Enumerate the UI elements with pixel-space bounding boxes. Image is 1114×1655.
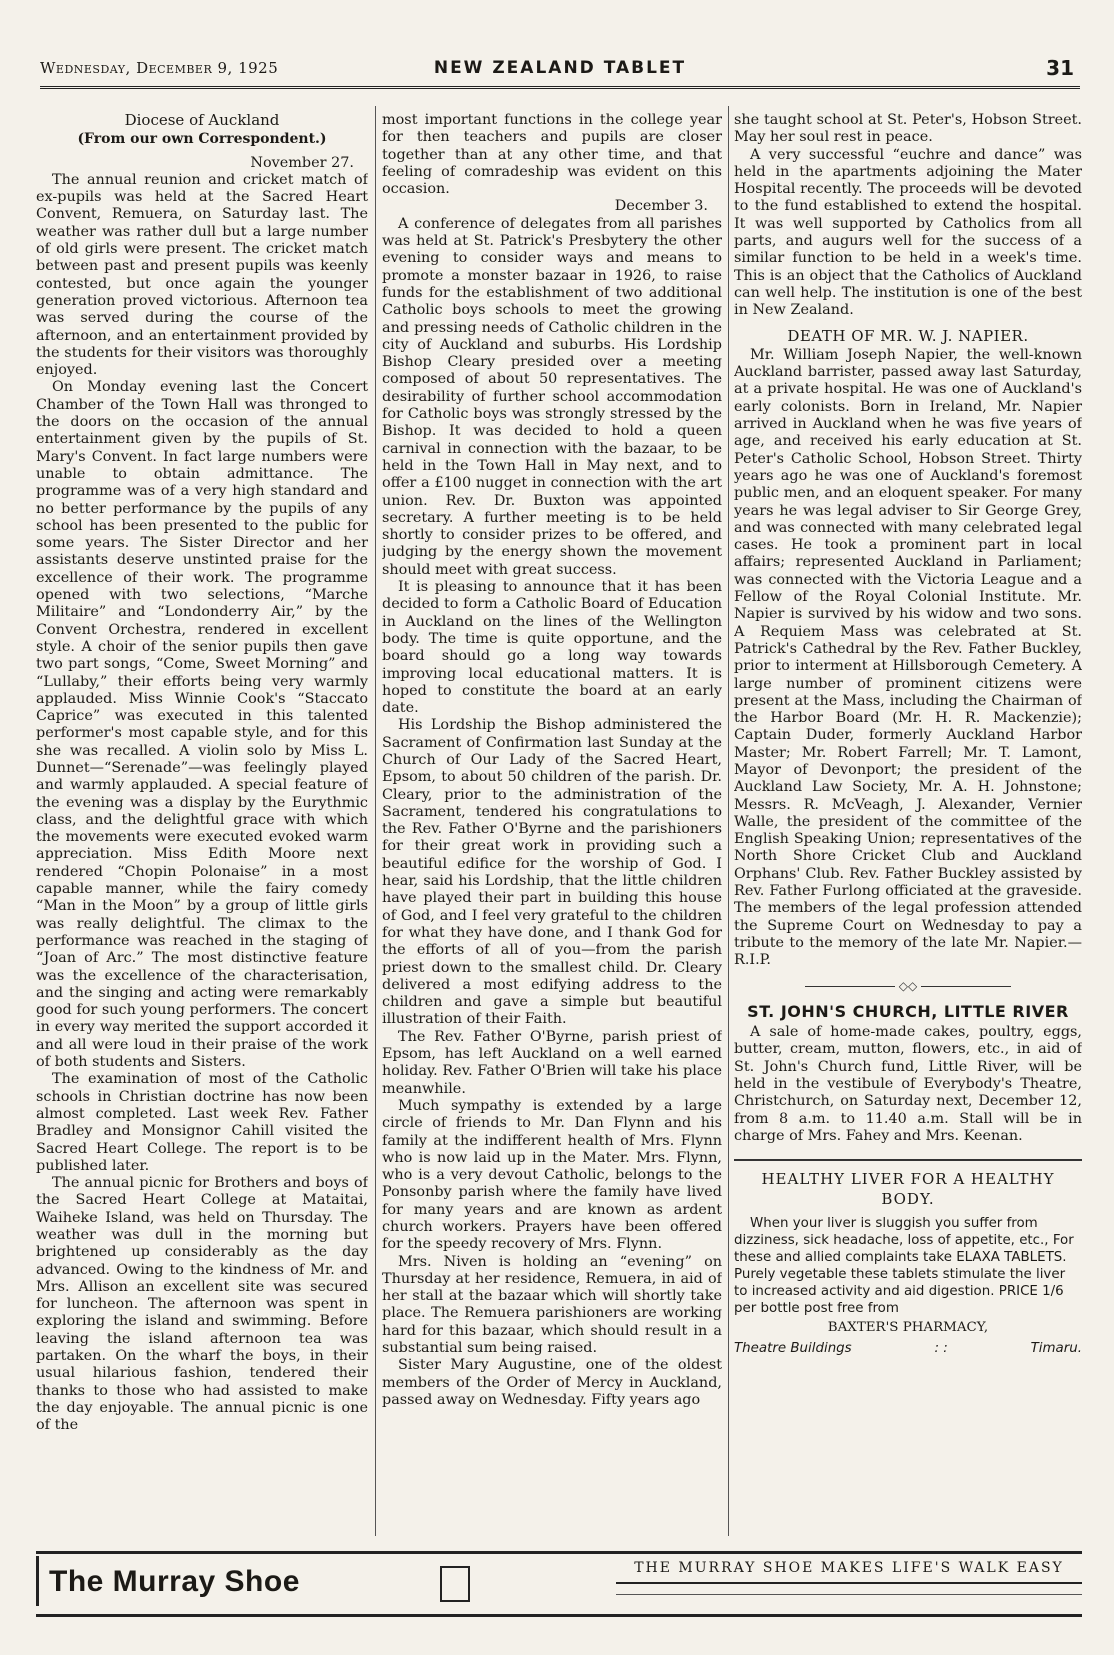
paragraph: The Rev. Father O'Byrne, parish priest of Epsom, has left Auckland on a well earned holiday. Rev. Father O'Brien will take his place meanwhile. [382, 1028, 722, 1097]
paragraph: The annual picnic for Brothers and boys of the Sacred Heart College at Mataitai, Waiheke Island, was held on Thursday. The weather was dull in the morning but brightened up considerably as the day advanced. Owing to the kindness of Mr. and Mrs. Allison an excellent site was secured for luncheon. The afternoon was spent in exploring the island and swimming. Before leaving the island afternoon tea was partaken. On the wharf the boys, in their usual hilarious fashion, tendered their thanks to those who had assisted to make the day enjoyable. The annual picnic is one of the [36, 1175, 368, 1434]
dateline: December 3. [614, 198, 708, 215]
ad-address-right: Timaru. [1030, 1341, 1082, 1357]
column-1 [36, 112, 368, 1542]
ad-heading: HEALTHY LIVER FOR A HEALTHY BODY. [761, 1170, 1055, 1209]
paragraph: A sale of home-made cakes, poultry, eggs, butter, cream, mutton, flowers, etc., in aid of St. John's Church fund, Little River, will be held in the vestibule of Everybody's Theatre, Christchurch, on Saturday next, December 12, from 8 a.m. to 11.40 a.m. Stall will be in charge of Mrs. Fahey and Mrs. Keenan. [734, 1024, 1082, 1144]
ad-address-mid: : : [934, 1341, 948, 1357]
notice-heading: ST. JOHN'S CHURCH, LITTLE RIVER [747, 1001, 1069, 1021]
paragraph: most important functions in the college year for then teachers and pupils are closer together than at any other time, and that feeling of comradeship was evident on this occasion. [382, 112, 722, 198]
paragraph: Much sympathy is extended by a large circle of friends to Mr. Dan Flynn and his family at the indifferent health of Mrs. Flynn who is now laid up in the Mater. Mrs. Flynn, who is a very devout Catholic, belongs to the Ponsonby parish where the family have lived for many years and are known as ardent church workers. Prayers have been offered for the speedy recovery of Mrs. Flynn. [382, 1097, 722, 1253]
footer-advertisement [36, 1551, 1082, 1617]
column-3 [734, 112, 1082, 1542]
paragraph: A very successful “euchre and dance” was held in the apartments adjoining the Mater Hospital recently. The proceeds will be devoted to the fund established to extend the hospital. It was well supported by Catholics from all parts, and augurs well for the success of a similar function to be held in a week's time. This is an object that the Catholics of Auckland can well help. The institution is one of the best in New Zealand. [734, 146, 1082, 319]
footer-slogan: THE MURRAY SHOE MAKES LIFE'S WALK EASY [634, 1560, 1064, 1576]
column-rule [728, 106, 729, 1536]
column-rule [375, 106, 376, 1536]
shoe-box-icon [440, 1566, 470, 1602]
ad-address-left: Theatre Buildings [734, 1341, 852, 1357]
ad-pharmacy: BAXTER'S PHARMACY, [827, 1320, 989, 1336]
article-heading: Diocese of Auckland [124, 112, 280, 129]
ad-rule [734, 1159, 1082, 1161]
paragraph: His Lordship the Bishop administered the Sacrament of Confirmation last Sunday at the Church of Our Lady of the Sacred Heart, Epsom, to about 50 children of the parish. Dr. Cleary, prior to the administration of the Sacrament, tendered his congratulations to the Rev. Father O'Byrne and the parishioners for their great work in providing such a beautiful edifice for the worship of God. I hear, said his Lordship, that the little children have played their part in building this house of God, and I feel very grateful to the children for what they have done, and I thank God for the efforts of all of you—from the parish priest down to the smallest child. Dr. Cleary delivered a most edifying address to the children and gave a simple but beautiful illustration of their Faith. [382, 717, 722, 1028]
footer-brand: The Murray Shoe [36, 1556, 300, 1606]
paragraph: The annual reunion and cricket match of ex-pupils was held at the Sacred Heart Convent, Remuera, on Saturday last. The weather was rather dull but a large number of old girls were present. The cricket match between past and present pupils was keenly contested, but once again the younger generation proved victorious. Afternoon tea was served during the course of the afternoon, and an entertainment provided by the students for their visitors was thoroughly enjoyed. [36, 171, 368, 379]
paragraph: On Monday evening last the Concert Chamber of the Town Hall was thronged to the doors on the occasion of the annual entertainment given by the pupils of St. Mary's Convent. In fact large numbers were unable to obtain admittance. The programme was of a very high standard and no better performance by the pupils of any school has been presented to the public for some years. The Sister Director and her assistants deserve unstinted praise for the excellence of their work. The programme opened with two selections, “Marche Militaire” and “Londonderry Air,” by the Convent Orchestra, rendered in excellent style. A choir of the senior pupils then gave two part songs, “Come, Sweet Morning” and “Lullaby,” their efforts being very warmly applauded. Miss Winnie Cook's “Staccato Caprice” was executed in this talented performer's most capable style, and for this she was recalled. A violin solo by Miss L. Dunnet—“Serenade”—was feelingly played and warmly applauded. A special feature of the evening was a display by the Eurythmic class, and the delightful grace with which the movements were executed evoked warm appreciation. Miss Edith Moore next rendered “Chopin Polonaise” in a most capable manner, while the fairy comedy “Man in the Moon” by a group of little girls was really delightful. The climax to the performance was reached in the staging of “Joan of Arc.” The most distinctive feature was the excellence of the characterisation, and the singing and acting were remarkably good for such young performers. The concert in every way merited the support accorded it and all were loud in their praise of the work of both students and Sisters. [36, 379, 368, 1071]
paragraph: Sister Mary Augustine, one of the oldest members of the Order of Mercy in Auckland, passed away on Wednesday. Fifty years ago [382, 1357, 722, 1408]
page-number: 31 [1046, 56, 1074, 80]
paragraph: Mrs. Niven is holding an “evening” on Thursday at her residence, Remuera, in aid of her stall at the bazaar which will shortly take place. The Remuera parishioners are working hard for this bazaar, which should result in a substantial sum being raised. [382, 1253, 722, 1357]
article-subheading: (From our own Correspondent.) [77, 131, 327, 148]
issue-date: Wednesday, December 9, 1925 [40, 59, 279, 77]
dateline: November 27. [250, 154, 354, 171]
advertisement [734, 1215, 1082, 1357]
paragraph: It is pleasing to announce that it has been decided to form a Catholic Board of Education in Auckland on the lines of the Wellington body. The time is quite opportune, and the board should go a long way towards improving local educational matters. It is hoped to constitute the board at an early date. [382, 579, 722, 717]
paragraph: The examination of most of the Catholic schools in Christian doctrine has now been almost completed. Last week Rev. Father Bradley and Monsignor Cahill visited the Sacred Heart College. The report is to be published later. [36, 1071, 368, 1174]
ornament-rule [616, 1582, 1082, 1595]
section-divider: ◇◇ [734, 978, 1082, 995]
paragraph: she taught school at St. Peter's, Hobson Street. May her soul rest in peace. [734, 112, 1082, 146]
obituary-heading: DEATH OF MR. W. J. NAPIER. [787, 326, 1029, 345]
column-2 [382, 112, 722, 1542]
ad-text: When your liver is sluggish you suffer from dizziness, sick headache, loss of appetite, etc., For these and allied complaints take ELAXA TABLETS. Purely vegetable these tablets stimulate the liver to increased activity and aid digestion. PRICE 1/6 per bottle post free from [734, 1216, 1074, 1317]
ad-address [734, 1340, 1082, 1357]
masthead-title: NEW ZEALAND TABLET [433, 58, 687, 78]
paragraph: A conference of delegates from all parishes was held at St. Patrick's Presbytery the other evening to consider ways and means to promote a monster bazaar in 1926, to raise funds for the establishment of two additional Catholic boys schools to meet the growing and pressing needs of Catholic children in the city of Auckland and suburbs. His Lordship Bishop Cleary presided over a meeting composed of about 50 representatives. The desirability of further school accommodation for Catholic boys was strongly stressed by the Bishop. It was decided to hold a queen carnival in connection with the bazaar, to be held in the Town Hall in May next, and to offer a £100 nugget in connection with the art union. Rev. Dr. Buxton was appointed secretary. A further meeting is to be held shortly to consider prizes to be offered, and judging by the energy shown the movement should meet with great success. [382, 215, 722, 578]
paragraph: Mr. William Joseph Napier, the well-known Auckland barrister, passed away last Saturday, at a private hospital. He was one of Auckland's early colonists. Born in Ireland, Mr. Napier arrived in Auckland when he was five years of age, and received his early education at St. Peter's Catholic School, Hobson Street. Thirty years ago he was one of Auckland's foremost public men, and an eloquent speaker. For many years he was legal adviser to Sir George Grey, and was connected with many celebrated legal cases. He took a prominent part in local affairs; represented Auckland in Parliament; was connected with the Victoria League and a Fellow of the Royal Colonial Institute. Mr. Napier is survived by his widow and two sons. A Requiem Mass was celebrated at St. Patrick's Cathedral by the Rev. Father Buckley, prior to interment at Hillsborough Cemetery. A large number of prominent citizens were present at the Mass, including the Chairman of the Harbor Board (Mr. H. R. Mackenzie); Captain Duder, formerly Auckland Harbor Master; Mr. Robert Farrell; Mr. T. Lamont, Mayor of Devonport; the president of the Auckland Law Society, Mr. A. H. Johnstone; Messrs. R. McVeagh, J. Alexander, Vernier Walle, the president of the committee of the English Speaking Union; representatives of the North Shore Cricket Club and Auckland Orphans' Club. Rev. Father Buckley assisted by Rev. Father Furlong officiated at the graveside. The members of the legal profession attended the Supreme Court on Wednesday to pay a tribute to the memory of the late Mr. Napier.—R.I.P. [734, 346, 1082, 969]
page-header [40, 56, 1080, 89]
